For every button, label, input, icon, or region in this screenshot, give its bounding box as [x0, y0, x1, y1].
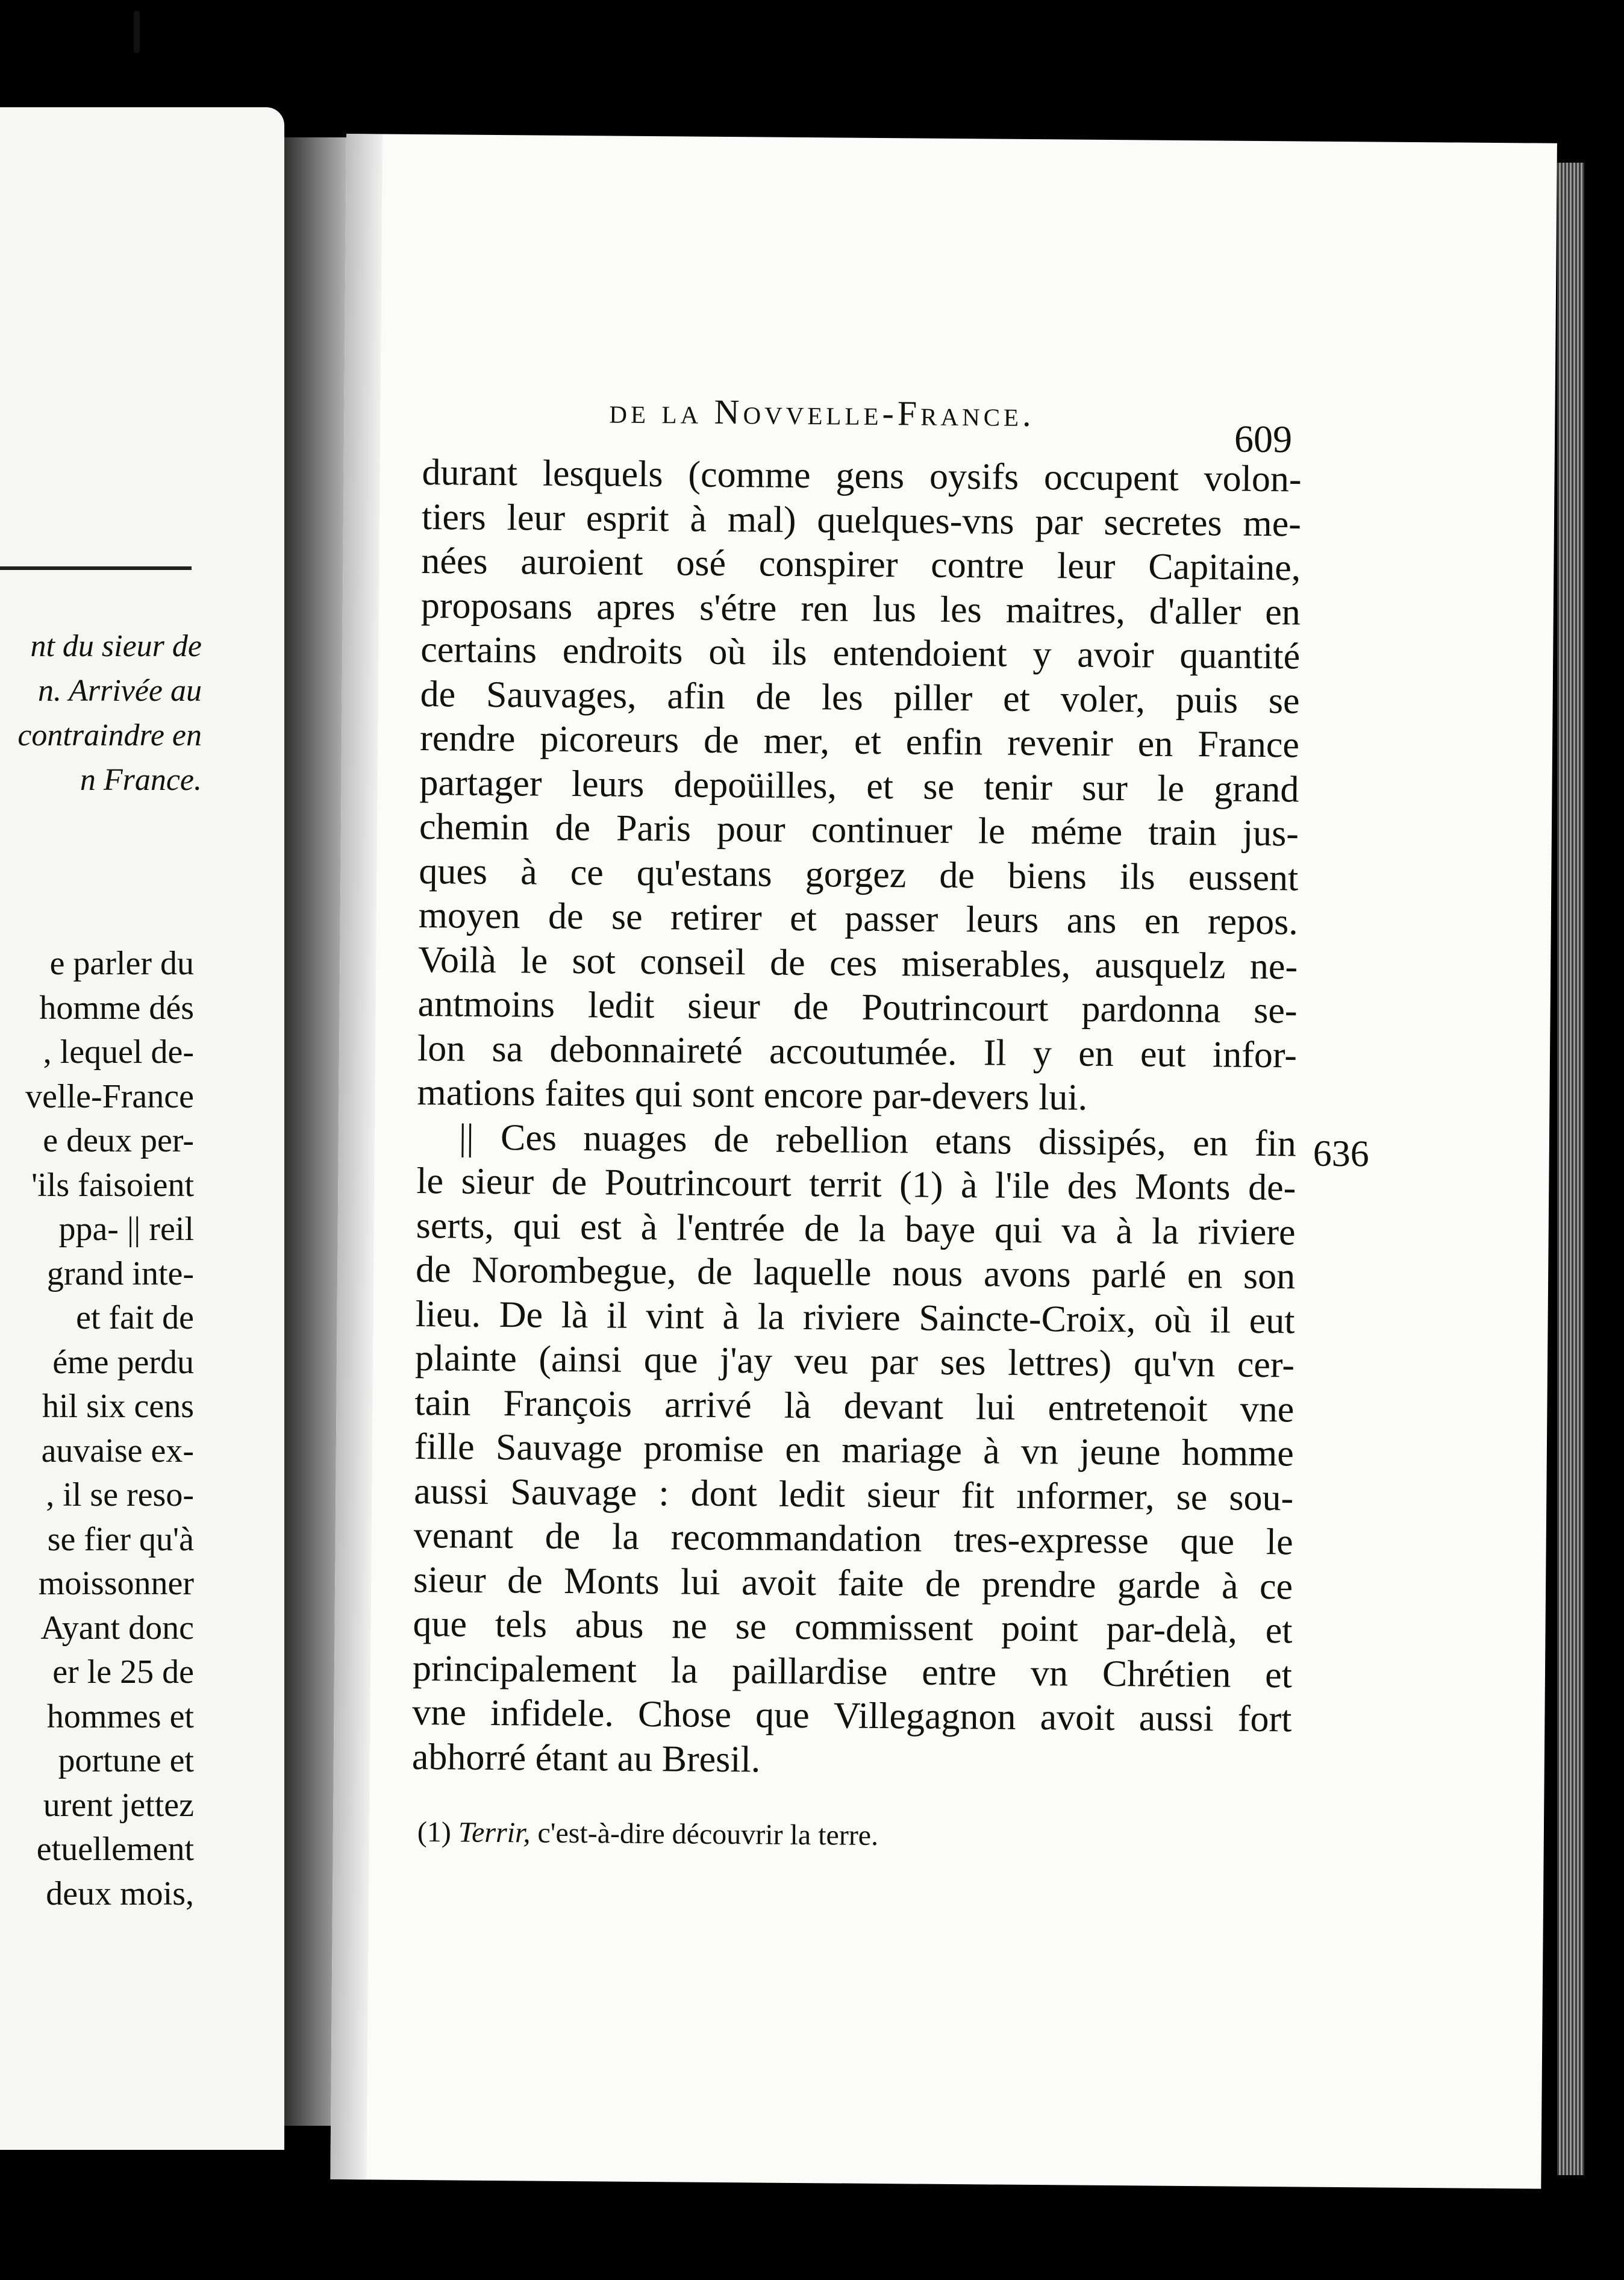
- text-line: aussi Sauvage : dont ledit sieur fit ınformer, se sou-: [414, 1470, 1294, 1518]
- text-line: , lequel de-: [43, 1033, 194, 1071]
- text-line: tain François arrivé là devant lui entretenoit vne: [414, 1382, 1295, 1430]
- text-line: fille Sauvage promise en mariage à vn jeune homme: [414, 1426, 1295, 1474]
- footnote-marker: (1): [417, 1816, 452, 1849]
- running-head: [609, 390, 1452, 437]
- text-line: de Norombegue, de laquelle nous avons parlé en son: [415, 1248, 1296, 1297]
- summary-line: nt du sieur de: [30, 629, 202, 663]
- text-line: vne infidele. Chose que Villegagnon avoit aussi fort: [412, 1691, 1292, 1740]
- page-edges: [1557, 163, 1584, 2175]
- summary-line: n France.: [80, 763, 202, 797]
- paragraph-last-line: mations faites qui sont encore par-devers lui.: [417, 1071, 1088, 1118]
- text-line: éme perdu: [52, 1343, 194, 1381]
- text-line: venant de la recommandation tres-expresse que le: [413, 1514, 1293, 1563]
- text-line: hil six cens: [42, 1388, 194, 1425]
- text-line: etuellement: [36, 1831, 194, 1868]
- text-line: serts, qui est à l'entrée de la baye qui va à la riviere: [416, 1204, 1296, 1253]
- text-line: velle-France: [25, 1077, 194, 1115]
- text-line: partager leurs depoüilles, et se tenir sur le grand: [419, 762, 1299, 810]
- footnote-text: c'est-à-dire découvrir la terre.: [530, 1817, 879, 1852]
- margin-page-reference: 636: [1313, 1133, 1370, 1175]
- text-line: 'ils faisoient: [31, 1166, 194, 1204]
- text-line: moissonner: [38, 1565, 194, 1602]
- text-line: moyen de se retirer et passer leurs ans en repos.: [418, 894, 1298, 943]
- text-line: principalement la paillardise entre vn Chrétien et: [412, 1647, 1293, 1696]
- text-line: homme dés: [39, 989, 194, 1027]
- text-line: rendre picoreurs de mer, et enfin revenir en France: [419, 717, 1300, 766]
- text-line: certains endroits où ils entendoient y avoir quantité: [420, 628, 1301, 677]
- running-head-prefix: de la: [609, 391, 714, 431]
- text-line: lon sa debonnaireté accoutumée. Il y en eut infor-: [417, 1027, 1298, 1076]
- footnote-term: Terrir,: [458, 1816, 531, 1849]
- summary-line: contraindre en: [17, 718, 202, 753]
- chapter-summary: [0, 624, 202, 803]
- text-line: hommes et: [46, 1697, 194, 1735]
- section-rule: [0, 566, 192, 570]
- text-line: e deux per-: [43, 1122, 194, 1159]
- text-line: antmoins ledit sieur de Poutrincourt pardonna se-: [417, 983, 1298, 1032]
- text-line: Ayant donc: [40, 1609, 194, 1647]
- paragraph-last-line: abhorré étant au Bresil.: [411, 1736, 761, 1780]
- text-line: durant lesquels (comme gens oysifs occupent volon-: [422, 452, 1302, 500]
- main-text: [412, 451, 1302, 1786]
- text-line: e parler du: [49, 945, 194, 982]
- page-number: 609: [1234, 417, 1293, 461]
- text-line: , il se reso-: [46, 1476, 194, 1514]
- text-line: chemin de Paris pour continuer le méme train jus-: [419, 806, 1299, 854]
- text-line: lieu. De là il vint à la riviere Saincte-Croix, où il eut: [415, 1293, 1295, 1341]
- text-line: et fait de: [76, 1299, 194, 1336]
- text-line: que tels abus ne se commissent point par-delà, et: [413, 1603, 1293, 1652]
- left-page: [0, 107, 284, 2150]
- text-line: plainte (ainsi que j'ay veu par ses lettres) qu'vn cer-: [414, 1337, 1295, 1386]
- text-line: tiers leur esprit à mal) quelques-vns par secretes me-: [421, 496, 1302, 544]
- left-body-text: [0, 942, 194, 1916]
- text-line: le sieur de Poutrincourt territ (1) à l'ile des Monts de-: [416, 1160, 1296, 1209]
- text-line: urent jettez: [43, 1786, 194, 1824]
- text-line: ques à ce qu'estans gorgez de biens ils eussent: [419, 850, 1299, 898]
- text-line: portune et: [58, 1742, 194, 1779]
- running-head-title: Novvelle-France.: [714, 392, 1035, 434]
- text-line: ppa- || reil: [58, 1210, 194, 1248]
- text-line: nées auroient osé conspirer contre leur Capitaine,: [421, 540, 1301, 589]
- text-line: se fier qu'à: [47, 1520, 194, 1558]
- scan-speck: [134, 11, 140, 53]
- text-line: proposans apres s'étre ren lus les maitres, d'aller en: [420, 584, 1301, 633]
- text-line: sieur de Monts lui avoit faite de prendre garde à ce: [413, 1559, 1293, 1607]
- text-line: de Sauvages, afin de les piller et voler, puis se: [420, 673, 1300, 721]
- right-page: [330, 134, 1557, 2189]
- text-line: er le 25 de: [52, 1653, 194, 1691]
- text-line: Voilà le sot conseil de ces miserables, ausquelz ne-: [417, 939, 1298, 987]
- summary-line: n. Arrivée au: [38, 674, 202, 708]
- text-line: grand inte-: [46, 1254, 194, 1292]
- text-line: deux mois,: [46, 1874, 194, 1912]
- text-line: auvaise ex-: [41, 1432, 194, 1470]
- footnote: [417, 1815, 1201, 1855]
- paragraph-first-line: || Ces nuages de rebellion etans dissipés, en fin: [458, 1117, 1297, 1164]
